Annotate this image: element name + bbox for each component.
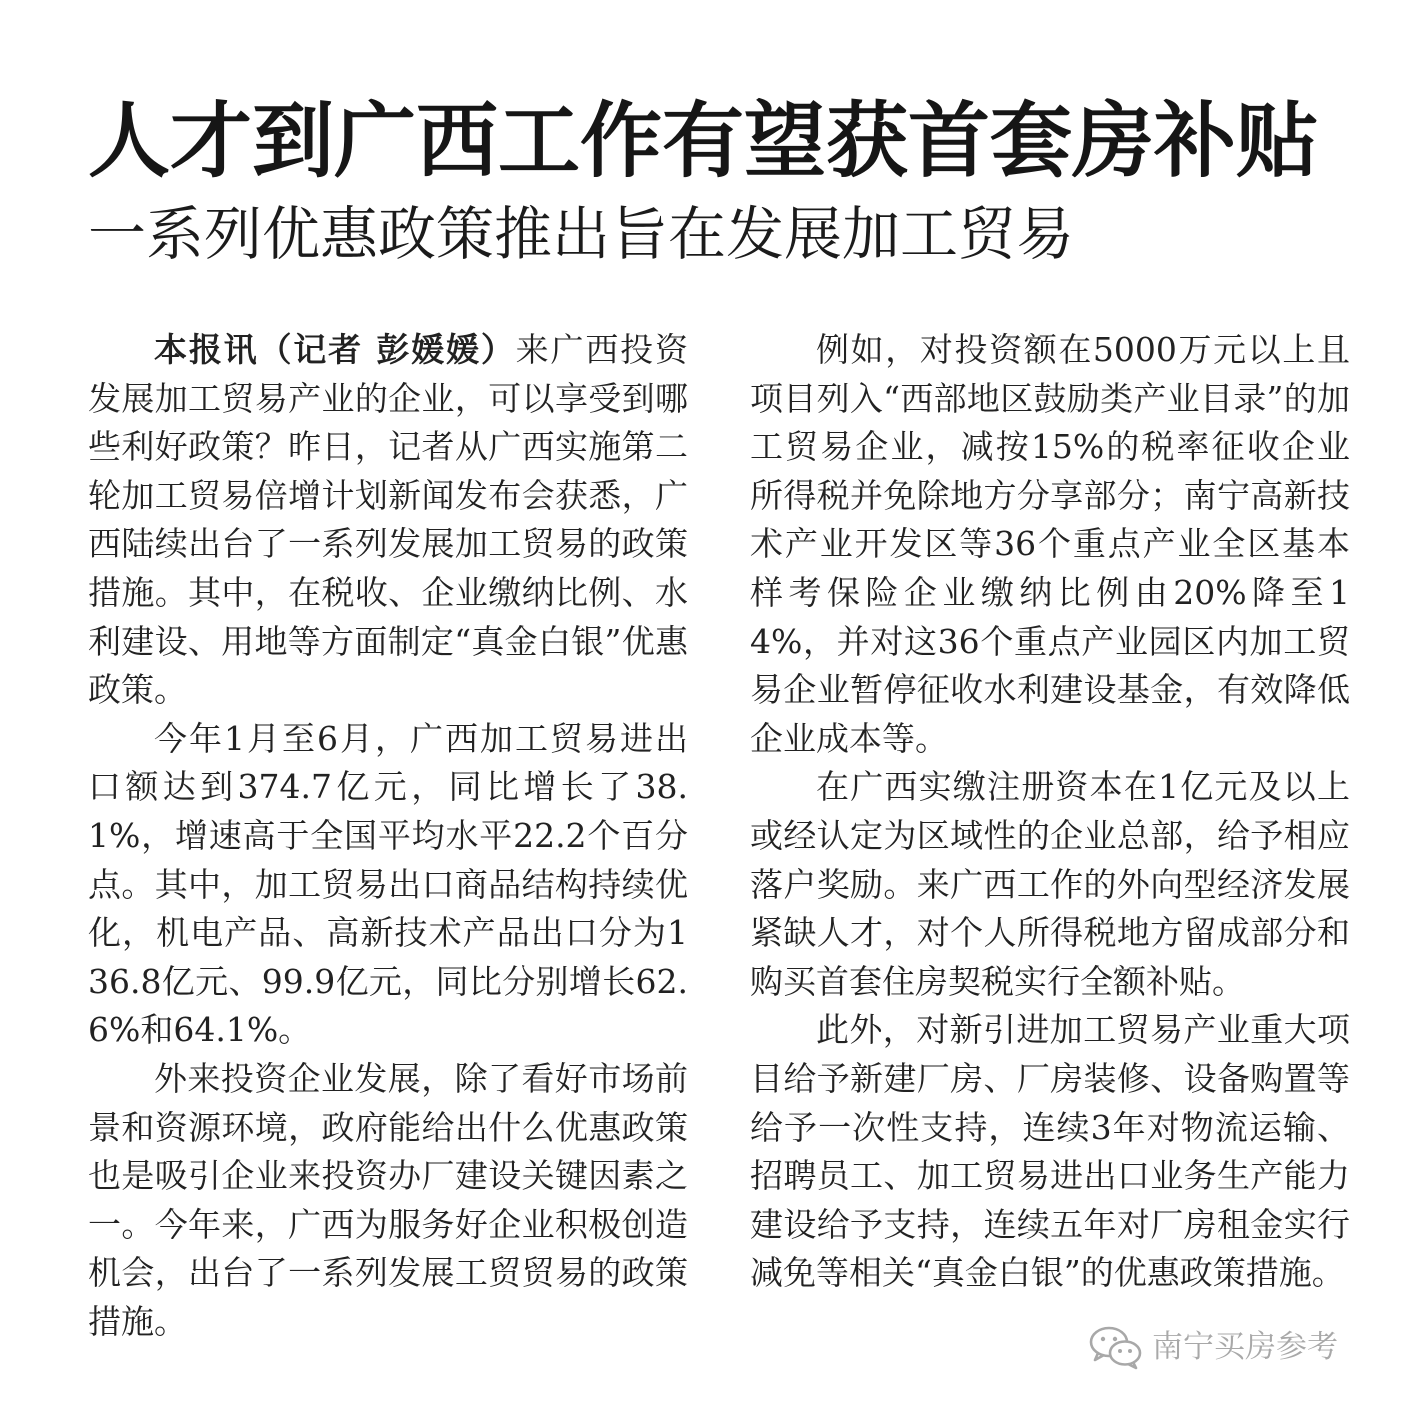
left-column xyxy=(88,326,688,1346)
paragraph-1-text: 来广西投资发展加工贸易产业的企业，可以享受到哪些利好政策？昨日，记者从广西实施第二轮加工贸易倍增计划新闻发布会获悉，广西陆续出台了一系列发展加工贸易的政策措施。其中，在税收、企业缴纳比例、水利建设、用地等方面制定“真金白银”优惠政策。 xyxy=(88,330,688,710)
paragraph-1 xyxy=(88,326,688,715)
subheadline: 一系列优惠政策推出旨在发展加工贸易 xyxy=(88,200,1075,268)
byline: 本报讯（记者 彭媛媛） xyxy=(154,330,516,369)
paragraph-2: 今年1月至6月，广西加工贸易进出口额达到374.7亿元，同比增长了38.1%，增速高于全国平均水平22.2个百分点。其中，加工贸易出口商品结构持续优化，机电产品、高新技术产品出口分为136.8亿元、99.9亿元，同比分别增长62.6%和64.1%。 xyxy=(88,718,688,1050)
wechat-icon xyxy=(1088,1324,1144,1370)
paragraph-3: 外来投资企业发展，除了看好市场前景和资源环境，政府能给出什么优惠政策也是吸引企业来投资办厂建设关键因素之一。今年来，广西为服务好企业积极创造机会，出台了一系列发展工贸贸易的政策措施。 xyxy=(88,1058,688,1341)
paragraph-4: 例如，对投资额在5000万元以上且项目列入“西部地区鼓励类产业目录”的加工贸易企业，减按15%的税率征收企业所得税并免除地方分享部分；南宁高新技术产业开发区等36个重点产业全区基本样考保险企业缴纳比例由20%降至14%，并对这36个重点产业园区内加工贸易企业暂停征收水利建设基金，有效降低企业成本等。 xyxy=(750,330,1350,758)
headline: 人才到广西工作有望获首套房补贴 xyxy=(88,94,1319,189)
paragraph-5: 在广西实缴注册资本在1亿元及以上或经认定为区域性的企业总部，给予相应落户奖励。来广西工作的外向型经济发展紧缺人才，对个人所得税地方留成部分和购买首套住房契税实行全额补贴。 xyxy=(750,767,1350,1001)
paragraph-6: 此外，对新引进加工贸易产业重大项目给予新建厂房、厂房装修、设备购置等给予一次性支持，连续3年对物流运输、招聘员工、加工贸易进出口业务生产能力建设给予支持，连续五年对厂房租金实行减免等相关“真金白银”的优惠政策措施。 xyxy=(750,1010,1350,1293)
right-column xyxy=(750,326,1350,1298)
watermark xyxy=(1088,1322,1338,1372)
watermark-text: 南宁买房参考 xyxy=(1152,1329,1338,1365)
